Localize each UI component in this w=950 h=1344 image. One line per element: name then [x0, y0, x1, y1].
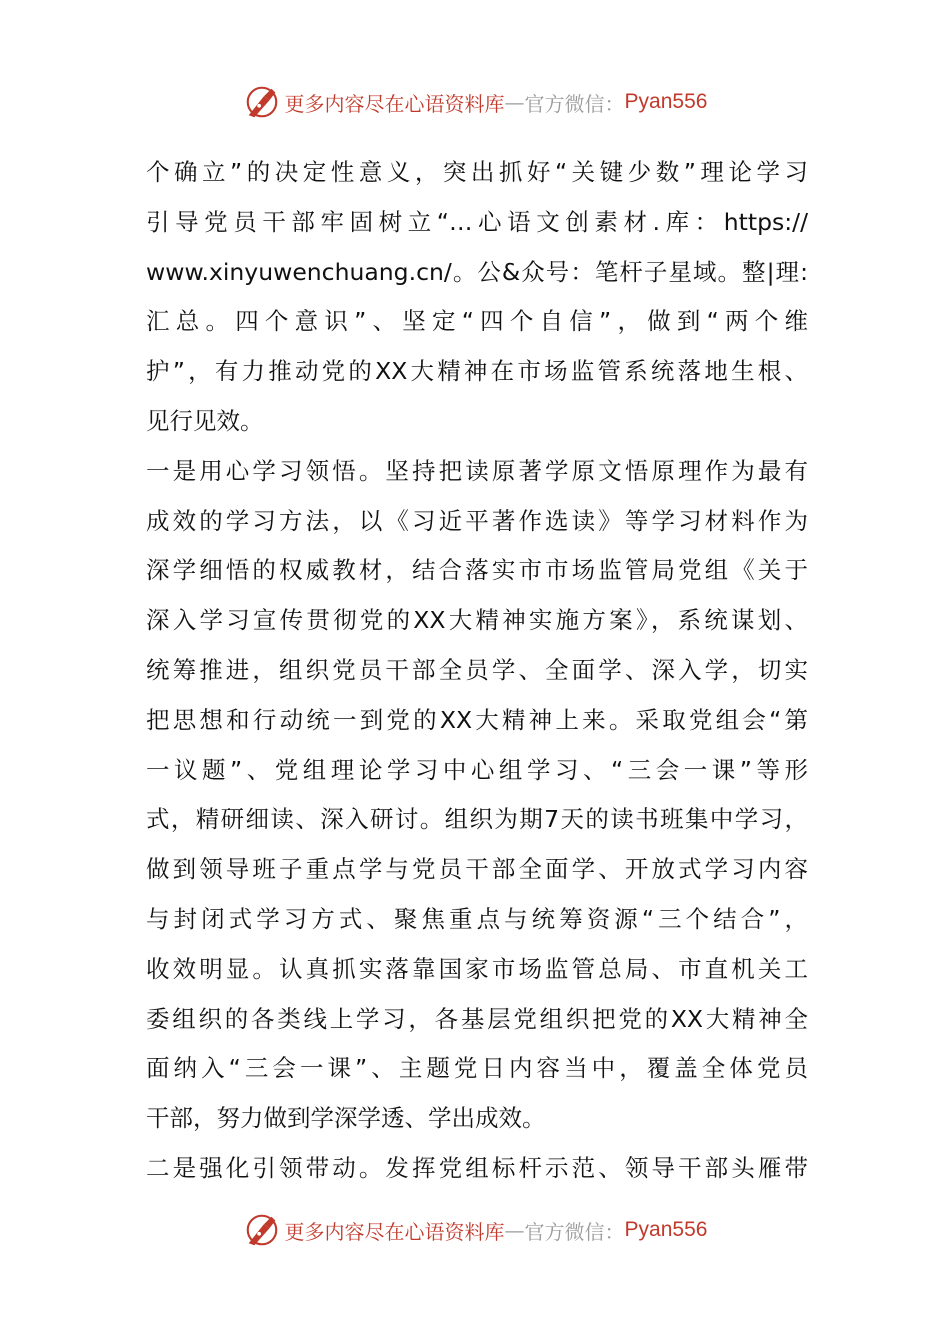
pen-nib-logo-icon	[243, 1211, 281, 1249]
body-line: 干部，努力做到学深学透、学出成效。	[146, 1104, 546, 1133]
footer-banner	[0, 1210, 950, 1250]
body-line: 个确立”的决定性意义，突出抓好“关键少数”理论学习	[146, 158, 808, 186]
body-line: 式，精研细读、深入研讨。组织为期7天的读书班集中学习，	[146, 805, 808, 834]
header-official-label: 官方微信：	[524, 91, 625, 116]
body-line: 见行见效。	[146, 406, 264, 435]
header-brand-text: 更多内容尽在心语资料库	[284, 91, 505, 116]
document-body	[146, 148, 808, 1194]
header-separator: —	[504, 90, 525, 114]
body-line: 二是强化引领带动。发挥党组标杆示范、领导干部头雁带	[146, 1153, 808, 1182]
body-line: 把思想和行动统一到党的XX大精神上来。采取党组会“第	[146, 705, 808, 734]
body-line: 委组织的各类线上学习，各基层党组织把党的XX大精神全	[146, 1004, 808, 1033]
header-wechat-id: Pyan556	[624, 90, 708, 113]
footer-wechat-id: Pyan556	[624, 1218, 708, 1241]
body-line: 统筹推进，组织党员干部全员学、全面学、深入学，切实	[146, 655, 808, 684]
footer-brand-text: 更多内容尽在心语资料库	[284, 1219, 505, 1244]
body-line: 面纳入“三会一课”、主题党日内容当中，覆盖全体党员	[146, 1054, 808, 1083]
pen-nib-logo-icon	[243, 83, 281, 121]
body-line: 汇总。四个意识”、坚定“四个自信”，做到“两个维	[146, 307, 808, 336]
body-line: 收效明显。认真抓实落靠国家市场监管总局、市直机关工	[146, 954, 808, 983]
footer-separator: —	[504, 1218, 525, 1242]
body-line: www.xinyuwenchuang.cn/。公&众号：笔杆子星域。整|理:	[146, 257, 808, 286]
body-line: 深入学习宣传贯彻党的XX大精神实施方案》，系统谋划、	[146, 606, 808, 635]
body-line: 做到领导班子重点学与党员干部全面学、开放式学习内容	[146, 855, 808, 884]
body-line: 引导党员干部牢固树立“…心语文创素材.库：https://	[146, 207, 808, 236]
body-line: 护”，有力推动党的XX大精神在市场监管系统落地生根、	[146, 357, 808, 386]
body-line: 成效的学习方法，以《习近平著作选读》等学习材料作为	[146, 506, 808, 535]
footer-official-label: 官方微信：	[524, 1219, 625, 1244]
body-line: 深学细悟的权威教材，结合落实市市场监管局党组《关于	[146, 556, 808, 585]
body-line: 一议题”、党组理论学习中心组学习、“三会一课”等形	[146, 755, 808, 784]
body-line: 与封闭式学习方式、聚焦重点与统筹资源“三个结合”，	[146, 904, 808, 933]
body-line: 一是用心学习领悟。坚持把读原著学原文悟原理作为最有	[146, 456, 808, 485]
header-banner	[0, 82, 950, 122]
